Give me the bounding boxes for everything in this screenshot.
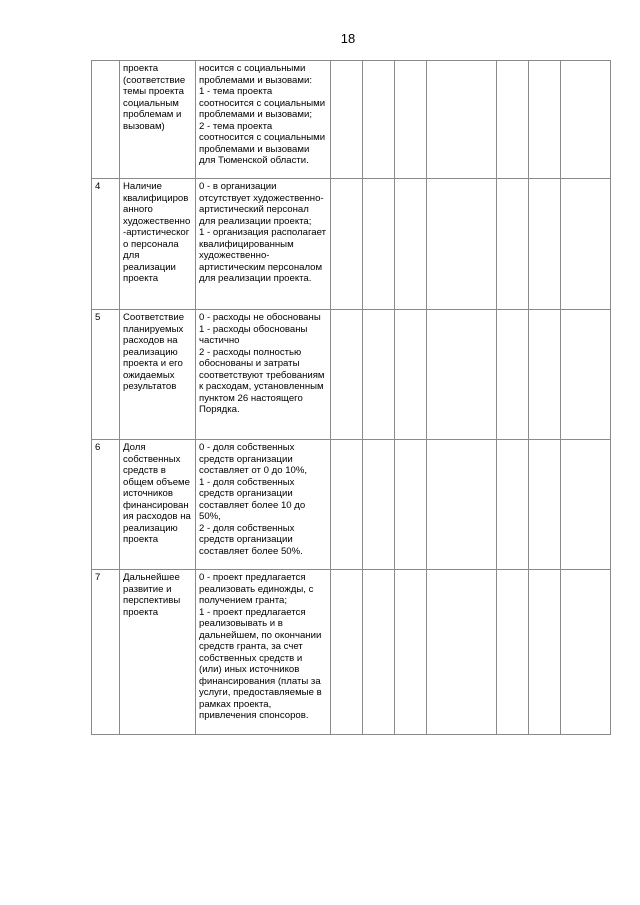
table-row [92,310,611,440]
score-cell [363,570,395,735]
criterion-scoring: 0 - расходы не обоснованы 1 - расходы обоснованы частично 2 - расходы полностью обоснованы и затраты соответствуют требованиям к расходам, установленным пунктом 26 настоящего Порядка. [196,310,331,440]
page-number: 18 [340,31,356,46]
row-number: 7 [92,570,120,735]
score-cell [561,440,611,570]
score-cell [427,179,497,310]
score-cell [529,440,561,570]
table-row [92,179,611,310]
criterion-scoring: 0 - доля собственных средств организации составляет от 0 до 10%, 1 - доля собственных средств организации составляет более 10 до 50%, 2 - доля собственных средств организации составляет более 50%. [196,440,331,570]
score-cell [529,570,561,735]
score-cell [561,61,611,179]
criterion-name: Наличие квалифицированного художественно-артистического персонала для реализации проекта [120,179,196,310]
score-cell [427,61,497,179]
score-cell [427,570,497,735]
score-cell [529,310,561,440]
table-row [92,61,611,179]
score-cell [561,310,611,440]
score-cell [561,570,611,735]
score-cell [497,440,529,570]
criteria-table [91,60,611,735]
row-number: 6 [92,440,120,570]
criterion-name: Дальнейшее развитие и перспективы проекта [120,570,196,735]
score-cell [395,310,427,440]
criterion-name: Соответствие планируемых расходов на реализацию проекта и его ожидаемых результатов [120,310,196,440]
score-cell [331,440,363,570]
score-cell [363,61,395,179]
row-number: 5 [92,310,120,440]
table-row [92,570,611,735]
score-cell [331,570,363,735]
score-cell [363,310,395,440]
score-cell [427,440,497,570]
criterion-scoring: 0 - в организации отсутствует художественно-артистический персонал для реализации проекта; 1 - организация располагает квалифицированным художественно-артистическим персоналом для реализации проекта. [196,179,331,310]
score-cell [561,179,611,310]
criterion-scoring: 0 - проект предлагается реализовать единожды, с получением гранта; 1 - проект предлагается реализовывать и в дальнейшем, по окончании средств гранта, за счет собственных средств и (или) иных источников финансирования (платы за услуги, предоставляемые в рамках проекта, привлечения спонсоров. [196,570,331,735]
score-cell [497,570,529,735]
criterion-name: Доля собственных средств в общем объеме источников финансирования расходов на реализацию проекта [120,440,196,570]
score-cell [427,310,497,440]
score-cell [395,570,427,735]
score-cell [497,61,529,179]
score-cell [529,61,561,179]
score-cell [497,310,529,440]
row-number: 4 [92,179,120,310]
score-cell [497,179,529,310]
criterion-name: проекта (соответствие темы проекта социальным проблемам и вызовам) [120,61,196,179]
score-cell [363,440,395,570]
score-cell [331,179,363,310]
score-cell [395,61,427,179]
score-cell [529,179,561,310]
score-cell [331,61,363,179]
score-cell [331,310,363,440]
row-number [92,61,120,179]
score-cell [395,440,427,570]
score-cell [395,179,427,310]
criterion-scoring: носится с социальными проблемами и вызовами: 1 - тема проекта соотносится с социальными проблемами и вызовами; 2 - тема проекта соотносится с социальными проблемами и вызовами для Тюменской области. [196,61,331,179]
table-row [92,440,611,570]
score-cell [363,179,395,310]
